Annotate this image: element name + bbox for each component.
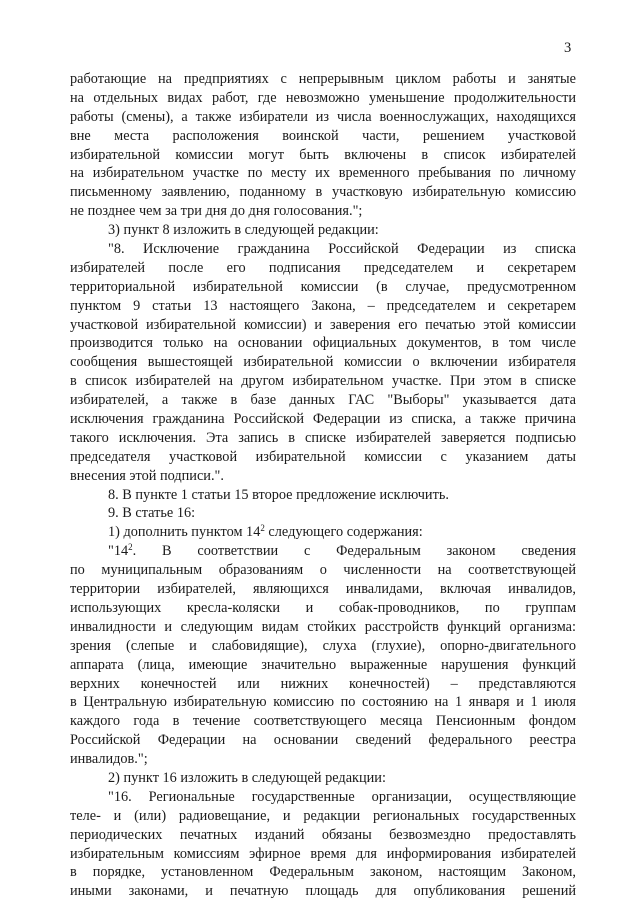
text-line bbox=[70, 278, 576, 297]
text-line bbox=[70, 845, 576, 864]
text-line bbox=[70, 693, 576, 712]
text-line bbox=[70, 599, 576, 618]
text-line-content: избирательной комиссии могут быть включены в список избирателей bbox=[70, 146, 576, 163]
text-line bbox=[70, 731, 576, 750]
text-line bbox=[70, 448, 576, 467]
text-line bbox=[70, 108, 576, 127]
text-line bbox=[70, 353, 576, 372]
text-line-content: инвалидов."; bbox=[70, 751, 148, 768]
text-line bbox=[70, 504, 576, 523]
body-text bbox=[70, 70, 576, 901]
text-line-content: такого исключения. Эта запись в списке избирателей заверяется подписью bbox=[70, 429, 576, 446]
text-line-content: пунктом 9 статьи 13 настоящего Закона, – председателем и секретарем bbox=[70, 297, 576, 314]
text-line-content: на отдельных видах работ, где невозможно уменьшение продолжительности bbox=[70, 89, 576, 106]
text-line bbox=[70, 618, 576, 637]
text-line-content: 2) пункт 16 изложить в следующей редакции: bbox=[108, 769, 386, 786]
text-line bbox=[70, 391, 576, 410]
text-line-content: аппарата (лица, имеющие значительно выраженные нарушения функций bbox=[70, 656, 576, 673]
text-line-content: председателя участковой избирательной комиссии с указанием даты bbox=[70, 448, 576, 465]
text-line bbox=[70, 297, 576, 316]
text-line bbox=[70, 788, 576, 807]
text-line bbox=[70, 202, 576, 221]
text-line-content: использующих кресла-коляски и собак-проводников, по группам bbox=[70, 599, 576, 616]
text-line-content: 1) дополнить пунктом 14 bbox=[108, 524, 261, 541]
text-line-content: по муниципальным образованиям о численности на соответствующей bbox=[70, 562, 576, 579]
text-line bbox=[70, 769, 576, 788]
text-line-content: в список избирателей на другом избирательном участке. При этом в списке bbox=[70, 373, 576, 390]
text-line bbox=[70, 656, 576, 675]
text-line-content: инвалидности и следующим видам стойких расстройств функций организма: bbox=[70, 618, 576, 635]
text-line-content: периодических печатных изданий обязаны безвозмездно предоставлять bbox=[70, 826, 576, 843]
text-line bbox=[70, 750, 576, 769]
text-line-content: "14 bbox=[108, 543, 129, 560]
text-line-content: работающие на предприятиях с непрерывным циклом работы и занятые bbox=[70, 71, 576, 87]
text-line bbox=[70, 334, 576, 353]
text-line bbox=[70, 561, 576, 580]
text-line bbox=[70, 675, 576, 694]
text-line bbox=[70, 316, 576, 335]
text-line bbox=[70, 467, 576, 486]
text-line-content: 3) пункт 8 изложить в следующей редакции: bbox=[108, 222, 379, 239]
text-line bbox=[70, 712, 576, 731]
text-line-content: "8. Исключение гражданина Российской Федерации из списка bbox=[108, 241, 576, 258]
text-line-content: участковой избирательной комиссии) и заверения его печатью этой комиссии bbox=[70, 316, 576, 333]
text-line bbox=[70, 89, 576, 108]
text-line-content: зрения (слепые и слабовидящие), слуха (глухие), опорно-двигательного bbox=[70, 637, 576, 654]
text-line-content: иными законами, и печатную площадь для опубликования решений bbox=[70, 883, 576, 900]
text-line bbox=[70, 410, 576, 429]
text-line bbox=[70, 221, 576, 240]
text-line-content: внесения этой подписи.". bbox=[70, 467, 224, 484]
text-line-content: в Центральную избирательную комиссию по состоянию на 1 января и 1 июля bbox=[70, 694, 576, 711]
text-line bbox=[70, 542, 576, 561]
text-line bbox=[70, 637, 576, 656]
text-line bbox=[70, 127, 576, 146]
superscript: 2 bbox=[260, 523, 265, 534]
text-line bbox=[70, 826, 576, 845]
page-number: 3 bbox=[564, 40, 572, 56]
text-line-content: не позднее чем за три дня до дня голосования."; bbox=[70, 203, 363, 220]
text-line-content: избирателей после его подписания председателем и секретарем bbox=[70, 259, 576, 276]
text-line-content: работы (смены), а также избиратели из числа военнослужащих, находящихся bbox=[70, 108, 576, 125]
text-line-content: сообщения вышестоящей избирательной комиссии о включении избирателя bbox=[70, 354, 576, 371]
text-line-content: избирателей, а также в базе данных ГАС "Выборы" указывается дата bbox=[70, 392, 576, 409]
text-line-content: 8. В пункте 1 статьи 15 второе предложение исключить. bbox=[108, 486, 449, 503]
text-line-content: "16. Региональные государственные организации, осуществляющие bbox=[108, 788, 576, 805]
text-line-content: территориальной избирательной комиссии (в случае, предусмотренном bbox=[70, 278, 576, 295]
text-line-content: в порядке, установленном Федеральным законом, настоящим Законом, bbox=[70, 864, 576, 881]
text-line-content: территории избирателей, являющихся инвалидами, включая инвалидов, bbox=[70, 581, 576, 598]
text-line-content: на избирательном участке по месту их временного пребывания по личному bbox=[70, 165, 576, 182]
text-line-continuation: . В соответствии с Федеральным законом сведения bbox=[132, 543, 576, 560]
text-line-content: исключения гражданина Российской Федерации из списка, а также причина bbox=[70, 411, 576, 428]
text-line bbox=[70, 70, 576, 89]
text-line bbox=[70, 183, 576, 202]
text-line-content: Российской Федерации на основании сведений федерального реестра bbox=[70, 732, 576, 749]
text-line-content: 9. В статье 16: bbox=[108, 505, 196, 522]
text-line-content: верхних конечностей или нижних конечностей) – представляются bbox=[70, 675, 576, 692]
text-line-content: письменному заявлению, поданному в участковую избирательную комиссию bbox=[70, 184, 576, 201]
text-line bbox=[70, 863, 576, 882]
text-line-continuation: следующего содержания: bbox=[264, 524, 423, 541]
text-line bbox=[70, 146, 576, 165]
text-line bbox=[70, 523, 576, 542]
text-line bbox=[70, 580, 576, 599]
text-line bbox=[70, 882, 576, 901]
text-line bbox=[70, 240, 576, 259]
superscript: 2 bbox=[128, 542, 133, 553]
text-line-content: каждого года в течение соответствующего месяца Пенсионным фондом bbox=[70, 713, 576, 730]
text-line bbox=[70, 807, 576, 826]
text-line bbox=[70, 164, 576, 183]
text-line-content: производится только на основании официальных документов, в том числе bbox=[70, 335, 576, 352]
text-line-content: избирательным комиссиям эфирное время для информирования избирателей bbox=[70, 845, 576, 862]
text-line bbox=[70, 372, 576, 391]
text-line-content: теле- и (или) радиовещание, и редакции региональных государственных bbox=[70, 807, 576, 824]
text-line bbox=[70, 259, 576, 278]
text-line bbox=[70, 486, 576, 505]
text-line bbox=[70, 429, 576, 448]
text-line-content: вне места расположения воинской части, решением участковой bbox=[70, 127, 576, 144]
